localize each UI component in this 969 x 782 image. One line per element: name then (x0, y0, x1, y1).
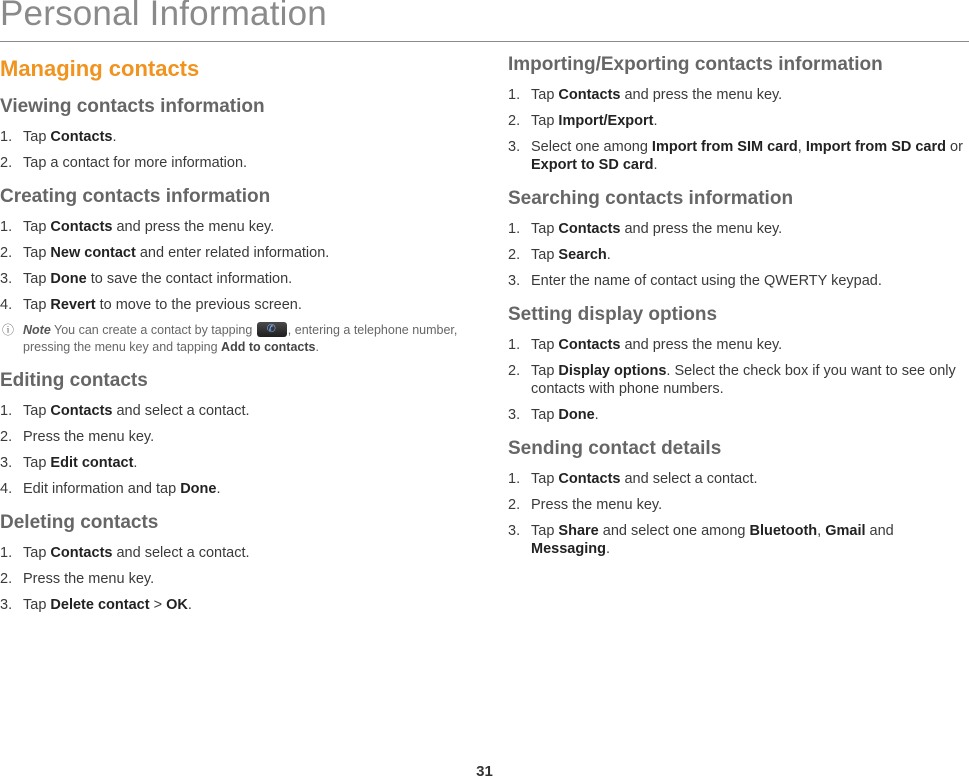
step-item (508, 246, 969, 264)
steps-list (508, 470, 969, 558)
steps-list (0, 128, 470, 172)
step-text: and press the menu key. (620, 221, 783, 237)
step-keyword: Contacts (50, 545, 113, 561)
note-text: . (315, 340, 319, 354)
step-item (508, 272, 969, 290)
step-keyword: Done (558, 407, 595, 423)
subsection-title: Searching contacts information (508, 188, 794, 209)
page-title: Personal Information (0, 0, 327, 33)
step-text: Tap (531, 363, 559, 379)
step-text: Tap (531, 407, 559, 423)
step-text: Tap (531, 87, 559, 103)
steps-list (0, 544, 470, 614)
step-keyword: Contacts (558, 471, 621, 487)
step-text: Tap (23, 271, 51, 287)
step-number: 1. (508, 337, 521, 353)
step-text: and select a contact. (112, 545, 250, 561)
step-keyword: Contacts (558, 221, 621, 237)
right-column (508, 52, 969, 566)
step-item (508, 496, 969, 514)
step-keyword: Done (180, 481, 217, 497)
step-number: 3. (508, 273, 521, 289)
step-keyword: Contacts (50, 219, 113, 235)
step-item (508, 220, 969, 238)
step-text: . (653, 113, 658, 129)
step-item (0, 570, 470, 588)
subsection-title: Sending contact details (508, 438, 722, 459)
step-number: 4. (0, 297, 13, 313)
steps-list (0, 218, 470, 314)
step-text: Tap (531, 221, 559, 237)
step-item (0, 544, 470, 562)
section-title: Managing contacts (0, 56, 200, 81)
subsection-title: Creating contacts information (0, 186, 271, 207)
step-number: 2. (0, 245, 13, 261)
step-keyword: New contact (50, 245, 136, 261)
step-number: 2. (508, 497, 521, 513)
step-item (508, 406, 969, 424)
step-text: Tap (531, 523, 559, 539)
step-text: to save the contact information. (86, 271, 293, 287)
step-text: Tap (23, 219, 51, 235)
step-keyword: Search (558, 247, 607, 263)
step-keyword: Display options (558, 363, 667, 379)
step-keyword: Gmail (825, 523, 866, 539)
step-number: 3. (508, 407, 521, 423)
step-text: Tap (23, 297, 51, 313)
step-text: . (594, 407, 599, 423)
step-number: 1. (508, 471, 521, 487)
step-item (0, 480, 470, 498)
note-keyword: Add to contacts (221, 340, 316, 354)
step-text: Tap (531, 337, 559, 353)
step-keyword: Contacts (50, 129, 113, 145)
step-keyword: OK (166, 597, 188, 613)
step-number: 2. (508, 247, 521, 263)
note-icon: ⓘ (2, 323, 15, 337)
step-item (0, 270, 470, 288)
step-number: 3. (508, 523, 521, 539)
note-label: Note (23, 323, 51, 337)
step-item (0, 454, 470, 472)
step-keyword: Contacts (558, 87, 621, 103)
step-text: and enter related information. (135, 245, 330, 261)
step-keyword: Done (50, 271, 87, 287)
step-text: Tap (23, 245, 51, 261)
step-keyword: Export to SD card (531, 157, 654, 173)
step-text: . (653, 157, 658, 173)
step-text: Tap (23, 403, 51, 419)
step-text: Press the menu key. (531, 497, 663, 513)
step-item (0, 428, 470, 446)
steps-list (0, 402, 470, 498)
step-text: Tap (23, 129, 51, 145)
step-item (0, 402, 470, 420)
step-item (508, 138, 969, 174)
note-text: You can create a contact by tapping (50, 323, 256, 337)
step-number: 2. (508, 363, 521, 379)
step-number: 1. (0, 219, 13, 235)
step-keyword: Delete contact (50, 597, 150, 613)
step-number: 3. (0, 455, 13, 471)
step-item (0, 596, 470, 614)
step-text: Tap a contact for more information. (23, 155, 248, 171)
step-text: . (605, 541, 610, 557)
step-keyword: Import/Export (558, 113, 654, 129)
step-number: 1. (508, 221, 521, 237)
subsection-title: Deleting contacts (0, 512, 159, 533)
step-number: 3. (0, 597, 13, 613)
step-text: Edit information and tap (23, 481, 181, 497)
step-text: to move to the previous screen. (95, 297, 302, 313)
step-item (508, 522, 969, 558)
steps-list (508, 220, 969, 290)
step-item (0, 154, 470, 172)
step-text: . (216, 481, 221, 497)
step-text: , (797, 139, 806, 155)
phone-icon: ✆ (257, 322, 287, 337)
subsection-title: Viewing contacts information (0, 96, 265, 117)
step-text: > (149, 597, 167, 613)
viewing-contacts-section (0, 96, 470, 172)
step-number: 3. (508, 139, 521, 155)
step-item (508, 86, 969, 104)
step-text: . (133, 455, 138, 471)
title-divider (0, 41, 969, 42)
step-text: and select a contact. (112, 403, 250, 419)
step-keyword: Edit contact (50, 455, 134, 471)
step-item (508, 112, 969, 130)
step-item (0, 218, 470, 236)
step-text: Tap (23, 455, 51, 471)
creating-contacts-section (0, 186, 470, 356)
step-keyword: Contacts (50, 403, 113, 419)
left-column (0, 52, 470, 622)
step-item (508, 336, 969, 354)
import-export-section (508, 54, 969, 174)
step-text: . (606, 247, 611, 263)
step-text: Tap (23, 545, 51, 561)
step-text: Tap (531, 247, 559, 263)
step-text: and select a contact. (620, 471, 758, 487)
step-number: 3. (0, 271, 13, 287)
subsection-title: Importing/Exporting contacts information (508, 54, 883, 75)
step-text: and press the menu key. (620, 87, 783, 103)
editing-contacts-section (0, 370, 470, 498)
step-number: 2. (508, 113, 521, 129)
subsection-title: Setting display options (508, 304, 718, 325)
step-text: Tap (531, 471, 559, 487)
step-number: 1. (0, 403, 13, 419)
steps-list (508, 86, 969, 174)
step-text: Press the menu key. (23, 429, 155, 445)
step-text: Select one among (531, 139, 652, 155)
step-keyword: Import from SD card (805, 139, 946, 155)
sending-contact-section (508, 438, 969, 558)
step-text: . (187, 597, 192, 613)
step-keyword: Bluetooth (749, 523, 818, 539)
step-text: . Select the check box if you want to see only contacts with phone numbers. (531, 363, 956, 397)
step-number: 1. (508, 87, 521, 103)
step-keyword: Import from SIM card (651, 139, 798, 155)
step-text: or (946, 139, 963, 155)
steps-list (508, 336, 969, 424)
step-number: 1. (0, 129, 13, 145)
step-item (0, 296, 470, 314)
step-number: 2. (0, 571, 13, 587)
step-number: 2. (0, 155, 13, 171)
step-text: and (865, 523, 894, 539)
step-item (508, 362, 969, 398)
step-text: and press the menu key. (112, 219, 275, 235)
note (0, 322, 470, 356)
note-text: , entering a telephone number, pressing the menu key and tapping (23, 323, 458, 354)
subsection-title: Editing contacts (0, 370, 148, 391)
step-keyword: Messaging (531, 541, 606, 557)
step-text: , (817, 523, 826, 539)
step-number: 4. (0, 481, 13, 497)
step-number: 2. (0, 429, 13, 445)
step-text: Tap (531, 113, 559, 129)
step-text: Press the menu key. (23, 571, 155, 587)
page-number: 31 (476, 763, 493, 780)
step-keyword: Revert (50, 297, 96, 313)
step-text: and press the menu key. (620, 337, 783, 353)
step-keyword: Contacts (558, 337, 621, 353)
step-text: . (112, 129, 117, 145)
step-text: and select one among (598, 523, 750, 539)
step-text: Enter the name of contact using the QWERTY keypad. (531, 273, 882, 289)
step-text: Tap (23, 597, 51, 613)
deleting-contacts-section (0, 512, 470, 614)
step-item (0, 244, 470, 262)
step-item (0, 128, 470, 146)
display-options-section (508, 304, 969, 424)
searching-contacts-section (508, 188, 969, 290)
step-number: 1. (0, 545, 13, 561)
step-item (508, 470, 969, 488)
step-keyword: Share (558, 523, 599, 539)
